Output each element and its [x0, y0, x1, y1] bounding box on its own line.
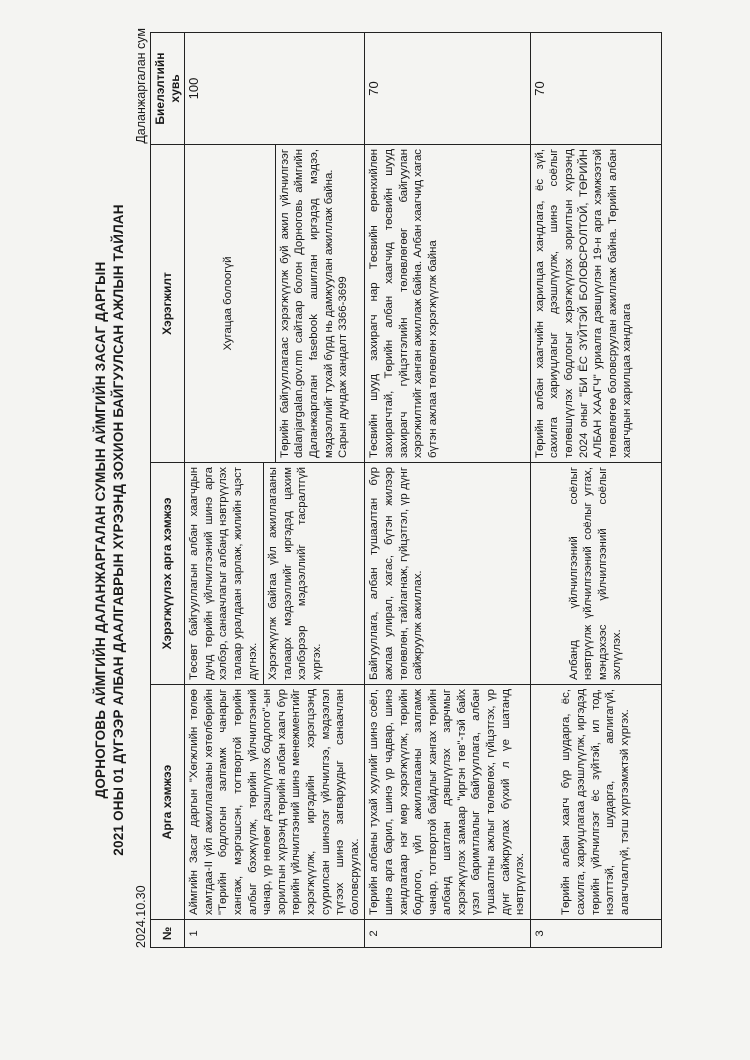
table-row — [530, 33, 661, 948]
row-method: Төрийн албан хаагч бүр шударга, ёс, сахилга, хариуцлагаа дээшлүүлж, иргэдэд төрийн үйлчилгээг ёс зүйтэй, ил тод, нээлттэй, шударга, авлигагүй, алагчлалгүй, тэгш хүртээмжтэй хүргэх. — [530, 685, 661, 920]
row-method: Төрийн албаны тухай хуулийг шинэ соёл, шинэ арга барил, шинэ үр чадвар, шинэ хандлагаар нэг мөр хэрэгжүүлж, төрийн бодлого, үйл ажиллагааны залгамж чанар, тогтвортой байдлыг хангах төрийн албанд шатлан дэвшүүлэх зарчмыг хэрэгжүүлэх замаар "иргэн төв"-тэй байх үзэл баримтлалыг байгууллага, албан тушаалтны ажлыг төлөвлөх, гүйцэтгэх, үр дүнг сайжруулах бүхий л үе шатанд нэвтрүүлэх. — [365, 685, 531, 920]
row-measure: Байгууллага, албан тушаалтан бүр ажлаа улирал, хагас, бүтэн жилээр төлөвлөн, тайлагнаж, гүйцэтгэл, үр дүнг сайжруулж ажиллах. — [365, 463, 531, 685]
table-header-row — [151, 33, 185, 948]
row-impl — [185, 145, 365, 463]
row-num: 2 — [365, 920, 531, 948]
header-num: № — [151, 920, 185, 948]
report-table — [150, 32, 662, 948]
measure-item: Хэрэгжүүлж байгаа үйл ажиллагааны талаарх мэдээллийг иргэдэд цахим хэлбэрээр мэдээллийг тасралтгүй хүргэх. — [263, 463, 324, 684]
report-date: 2024.10.30 — [134, 885, 148, 948]
row-pct: 100 — [185, 33, 365, 145]
row-impl: Төрийн албан хаагчийн харилцаа хандлага, ёс зүй, сахилга хариуцлагыг дээшлүүлж, шинэ соёлыг төлөвшүүлэх бодлогыг хэрэгжүүлэх зорилтын хүрээнд 2024 оныг "БИ ЁС ЗҮЙТЭЙ БОЛОВСРОЛТОЙ, ТӨРИЙН АЛБАН ХААГЧ" уриалга дэвшүүлэн 19-н арга хэмжээтэй төлөвлөгөө боловсруулан ажиллаж байна. Төрийн албан хаагчдын харилцаа хандлага — [530, 145, 661, 463]
row-pct: 70 — [365, 33, 531, 145]
table-row — [365, 33, 531, 948]
header-pct: Биелэлтийн хувь — [151, 33, 185, 145]
header-method: Арга хэмжээ — [151, 685, 185, 920]
row-num: 3 — [530, 920, 661, 948]
report-place: Даланжаргалан сум — [134, 28, 148, 144]
measure-item: Төсөвт байгууллагын албан хаагчдын дунд төрийн үйлчилгээний шинэ арга хэлбэр, санаачлагыг албанд нэвтрүүлэх талаар уралдаан зарлаж, жилийн эцэст дүгнэх. — [188, 467, 259, 680]
row-measure: Албанд үйлчилгээний соёлыг нэвтрүүлж үйлчилгээний соёлыг уггах, мэндэхээс үйлчилгээний соёлыг эхлүүлэх. — [530, 463, 661, 685]
row-method: Аймгийн Засаг даргын "Хөгжлийн төлөө хамтдаа-II үйл ажиллагааны хөтөлбөрийн "Төрийн бодлогын залгамж чанарыг хангаж, мэргэшсэн, тогтвортой төрийн албыг бэхжүүлж, төрийн үйлчилгээний чанар, үр нөлөөг дээшлүүлэх бодлого"-ын зорилтын хүрээнд төрийн албан хаагч бүр төрийн үйлчилгээний шинэ менежментийг хэрэгжүүлж, иргэдийн хэрэгцээнд суурилсан шинэлэг үйлчилгээ, мэдээлэл түгээх шинэ загваруудыг санаачлан боловсруулах. — [185, 685, 365, 920]
report-title-line1: ДОРНОГОВЬ АЙМГИЙН ДАЛАНЖАРГАЛАН СУМЫН АЙМГИЙН ЗАСАГ ДАРГЫН — [93, 261, 108, 799]
row-impl: Төсвийн шууд захирагч нар Төсвийн ерөнхийлөн захирагчтай, Төрийн албан хаагчид төсвийн шууд захирагч гүйцэтгэлийн төлөвлөгөөг байгуулан хэрэгжилтийг ханган ажиллаж байна. Албан хаагчид хагас бүтэн ажлаа төлөвлөн хэрэгжүүлж байна — [365, 145, 531, 463]
report-title-line2: 2021 ОНЫ 01 ДҮГЭЭР АЛБАН ДААЛГАВРЫН ХҮРЭЭНД ЗОХИОН БАЙГУУЛСАН АЖЛЫН ТАЙЛАН — [111, 204, 126, 856]
impl-status: Хугацаа болоогүй — [222, 256, 235, 351]
row-num: 1 — [185, 920, 365, 948]
header-measure: Хэрэгжүүлэх арга хэмжээ — [151, 463, 185, 685]
impl-text: Төрийн байгууллагаас хэрэгжүүлж буй ажил үйлчилгээг dalanjargalan.gov.mn сайтаар болон Дорноговь аймгийн Даланжаргалан fasebook ашиглан иргэдэд мэдээ, мэдээллийг тухай бүрд нь дамжуулан ажиллаж байна. — [275, 145, 336, 462]
header-impl: Хэрэгжилт — [151, 145, 185, 463]
impl-note: Сарын дундаж хандалт 3366-3699 — [337, 276, 350, 458]
row-pct: 70 — [530, 33, 661, 145]
table-row — [185, 33, 365, 948]
row-measure — [185, 463, 365, 685]
